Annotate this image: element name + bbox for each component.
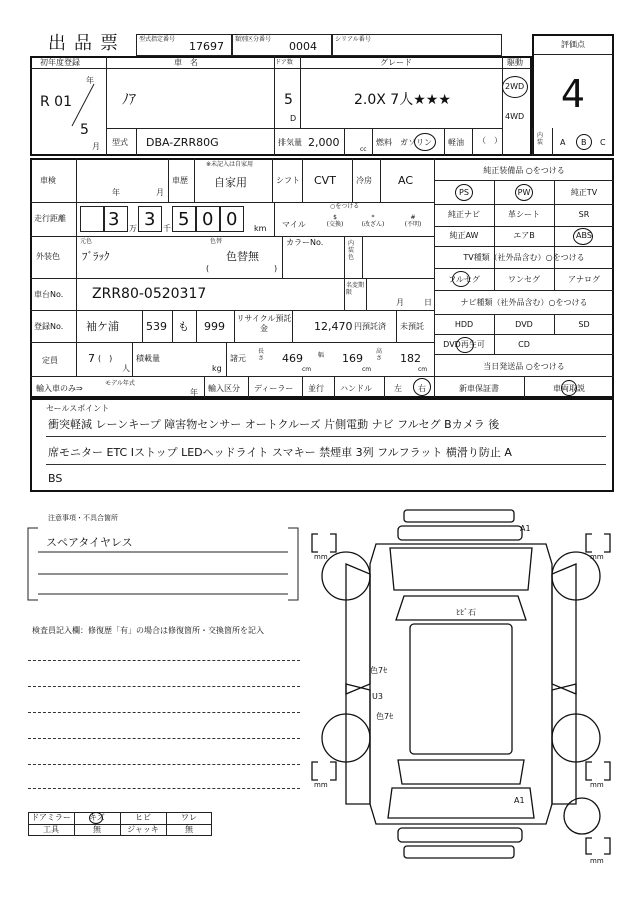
damage-a1-front: A1 bbox=[520, 524, 531, 533]
ext-color-label: 外装色 bbox=[36, 252, 60, 261]
nav-dvd: DVD bbox=[515, 320, 533, 329]
damage-iro7-2: 色7ｾ bbox=[376, 712, 394, 721]
model-year-label: モデル年式 bbox=[105, 380, 135, 387]
serial-box bbox=[332, 34, 502, 56]
nav-title: ナビ種類（社外品含む）○をつける bbox=[460, 298, 588, 307]
doors-label: ドア数 bbox=[275, 59, 293, 66]
displacement: 2,000 bbox=[308, 136, 340, 149]
pw-circle bbox=[515, 184, 533, 201]
reg-label: 登録No. bbox=[34, 322, 64, 331]
first-reg-month: 5 bbox=[80, 122, 89, 138]
drive-4wd: 4WD bbox=[505, 112, 525, 121]
class-no: 0004 bbox=[289, 40, 317, 53]
notes-label: 注意事項・不具合箇所 bbox=[48, 514, 118, 522]
equip-title: 純正装備品 ○をつける bbox=[483, 166, 565, 175]
shaken-label: 車検 bbox=[40, 176, 56, 185]
wid-label: 幅 bbox=[318, 352, 325, 359]
kizu-circle bbox=[89, 812, 103, 824]
equip-leather: 革シート bbox=[508, 210, 540, 219]
cap-unit: 人 bbox=[122, 364, 130, 373]
nav-dvd-playable: DVD再生可 bbox=[443, 340, 485, 349]
dealer: ディーラー bbox=[254, 384, 294, 393]
recycle: 12,470 bbox=[314, 320, 353, 333]
mm-spare: mm bbox=[590, 857, 604, 865]
reg-number: 999 bbox=[204, 320, 225, 333]
tools-value: 無 bbox=[93, 825, 101, 834]
interior-b: B bbox=[581, 138, 587, 147]
mile-label: マイル bbox=[282, 220, 306, 229]
damage-iro7-1: 色7ｾ bbox=[370, 666, 388, 675]
cm-unit-2: cm bbox=[362, 366, 372, 373]
capacity: 7 bbox=[88, 352, 95, 365]
equip-navi: 純正ナビ bbox=[448, 210, 480, 219]
model-no-label: 型式指定番号 bbox=[139, 36, 176, 43]
nav-sd: SD bbox=[578, 320, 590, 329]
hgt-label: 高さ bbox=[376, 348, 383, 362]
car-name-label: 車 名 bbox=[174, 58, 198, 67]
class-no-label: 類別区分番号 bbox=[235, 36, 272, 43]
handle-right: 右 bbox=[418, 384, 426, 393]
notes-bracket bbox=[26, 518, 302, 608]
reg-kana: も bbox=[178, 320, 189, 333]
dims-label: 諸元 bbox=[230, 354, 246, 363]
reg-area: 袖ケ浦 bbox=[86, 320, 119, 333]
damage-a1-rear: A1 bbox=[514, 796, 525, 805]
mirror-kizu: キズ bbox=[89, 813, 105, 822]
fuel-label: 燃料 bbox=[376, 138, 392, 147]
handle-left: 左 bbox=[394, 384, 402, 393]
width: 169 bbox=[342, 352, 363, 365]
interior-a: A bbox=[560, 138, 566, 147]
drive-label: 駆動 bbox=[507, 58, 523, 67]
sales-line-2: 席モニター ETC Iストップ LEDヘッドライト スマキー 禁煙車 3列 フルフラット 横滑り防止 A bbox=[48, 446, 512, 459]
chassis-label: 車台No. bbox=[34, 290, 64, 299]
inspector-label: 検査員記入欄：修復歴「有」の場合は修復箇所・交換箇所を記入 bbox=[32, 626, 264, 635]
mm-rr: mm bbox=[590, 781, 604, 789]
mile-circle-note: ○をつける bbox=[330, 203, 360, 210]
jack-label: ジャッキ bbox=[127, 825, 159, 834]
cm-unit-1: cm bbox=[302, 366, 312, 373]
nav-hdd: HDD bbox=[454, 320, 474, 329]
mirror-hibi: ヒビ bbox=[135, 813, 151, 822]
meigi-day-unit: 日 bbox=[424, 298, 432, 307]
history: 自家用 bbox=[214, 176, 247, 189]
doors-sub: D bbox=[290, 114, 297, 123]
tv-oneseg: ワンセグ bbox=[508, 275, 540, 284]
mile-d1: 3 bbox=[108, 209, 120, 230]
ship-manual: 車両取説 bbox=[553, 384, 585, 393]
shift: CVT bbox=[314, 174, 336, 187]
history-label: 車歴 bbox=[172, 176, 188, 185]
drive-2wd: 2WD bbox=[505, 82, 525, 91]
load-label: 積載量 bbox=[136, 354, 160, 363]
orig-color: ﾌﾞﾗｯｸ bbox=[82, 250, 110, 263]
mirror-ware: ワレ bbox=[181, 813, 197, 822]
tools-label: 工具 bbox=[43, 825, 59, 834]
load-unit: kg bbox=[212, 364, 222, 373]
tv-analog: アナログ bbox=[568, 275, 600, 284]
disp-unit: cc bbox=[360, 146, 367, 153]
equip-pw: PW bbox=[517, 188, 531, 197]
history-note: ※未記入は自家用 bbox=[206, 161, 254, 168]
mm-rl: mm bbox=[314, 781, 328, 789]
class-no-box bbox=[232, 34, 332, 56]
man-unit: 万 bbox=[129, 224, 137, 233]
orig-color-label: 元色 bbox=[80, 238, 93, 245]
mile-d2: 3 bbox=[144, 209, 156, 230]
damage-u3: U3 bbox=[372, 692, 383, 701]
handle-label: ハンドル bbox=[340, 384, 372, 393]
type-label: 型式 bbox=[112, 138, 128, 147]
form-title: 出品票 bbox=[48, 33, 126, 54]
dvd-play-circle bbox=[456, 337, 474, 353]
equip-airbag: エアB bbox=[513, 231, 535, 240]
meigi-label: 名変期限 bbox=[346, 282, 365, 296]
score-label: 評価点 bbox=[561, 40, 585, 49]
meigi-month-unit: 月 bbox=[396, 298, 404, 307]
repaint-label: 色替 bbox=[210, 238, 223, 245]
ps-circle bbox=[455, 184, 473, 201]
shift-label: シフト bbox=[276, 176, 300, 185]
first-reg-era: R 01 bbox=[40, 94, 72, 110]
month-unit: 月 bbox=[92, 142, 100, 151]
disp-label: 排気量 bbox=[278, 138, 302, 147]
len-label: 長さ bbox=[258, 348, 265, 362]
car-diagram bbox=[300, 504, 630, 884]
interior-label: 内装 bbox=[537, 132, 544, 146]
cm-unit-3: cm bbox=[418, 366, 428, 373]
ac-label: 冷房 bbox=[356, 176, 372, 185]
equip-abs: ABS bbox=[576, 231, 592, 240]
doors: 5 bbox=[284, 92, 293, 108]
parallel: 並行 bbox=[308, 384, 324, 393]
sales-line-3: BS bbox=[48, 472, 63, 485]
mile-d4: 0 bbox=[202, 209, 214, 230]
fuel-diesel: 軽油 bbox=[448, 138, 464, 147]
capacity-label: 定員 bbox=[42, 356, 58, 365]
equip-ps: PS bbox=[459, 188, 469, 197]
manual-circle bbox=[561, 380, 577, 396]
swap-label: $ (交換) bbox=[326, 214, 344, 228]
mileage-label: 走行距離 bbox=[34, 214, 66, 223]
equip-aw: 純正AW bbox=[449, 231, 479, 240]
tv-title: TV種類（社外品含む）○をつける bbox=[463, 253, 585, 262]
repaint: 色替無 bbox=[226, 250, 259, 263]
km-unit: km bbox=[254, 224, 267, 233]
ship-title: 当日発送品 ○をつける bbox=[483, 362, 565, 371]
tv-fullseg: フルセグ bbox=[448, 275, 480, 284]
type: DBA-ZRR80G bbox=[146, 136, 219, 149]
recycle-no: 未預託 bbox=[400, 322, 424, 331]
color-no-label: カラーNo. bbox=[286, 238, 324, 247]
notes-text: スペアタイヤレス bbox=[46, 536, 133, 549]
mile-d5: 0 bbox=[226, 209, 238, 230]
mirror-label: ドアミラー bbox=[31, 813, 71, 822]
equip-tv: 純正TV bbox=[570, 188, 598, 197]
length: 469 bbox=[282, 352, 303, 365]
model-no-box bbox=[136, 34, 232, 56]
height: 182 bbox=[400, 352, 421, 365]
interior-b-circle bbox=[576, 134, 592, 150]
chassis: ZRR80-0520317 bbox=[92, 286, 207, 302]
int-color-label: 内装色 bbox=[348, 240, 355, 261]
unknown-label: # (不明) bbox=[404, 214, 422, 228]
year-unit: 年 bbox=[86, 76, 94, 85]
kai-label: * (改ざん) bbox=[361, 214, 385, 228]
ac: AC bbox=[398, 174, 414, 187]
damage-hibi: ﾋﾋﾞ石 bbox=[456, 608, 476, 617]
import-div-label: 輸入区分 bbox=[208, 384, 240, 393]
mm-fl: mm bbox=[314, 553, 328, 561]
sales-label: セールスポイント bbox=[46, 404, 110, 413]
serial-label: シリアル番号 bbox=[335, 36, 371, 43]
sales-box bbox=[30, 398, 614, 492]
grade-label: グレード bbox=[380, 58, 412, 67]
first-reg-label: 初年度登録 bbox=[40, 58, 80, 67]
recycle-label: リサイクル預託金 bbox=[236, 314, 292, 333]
grade: 2.0X 7人★★★ bbox=[354, 92, 451, 108]
fuel-circle bbox=[414, 133, 436, 151]
model-year-unit: 年 bbox=[190, 388, 198, 397]
mm-fr: mm bbox=[590, 553, 604, 561]
car-name: ﾉｱ bbox=[122, 92, 136, 108]
shaken-month-unit: 月 bbox=[156, 188, 164, 197]
abs-circle bbox=[573, 228, 593, 245]
nav-cd: CD bbox=[518, 340, 530, 349]
fuel-gasoline: ガソリン bbox=[400, 138, 432, 147]
model-no: 17697 bbox=[189, 40, 224, 53]
score-value: 4 bbox=[560, 72, 586, 116]
reg-class: 539 bbox=[146, 320, 167, 333]
fullseg-circle bbox=[452, 271, 470, 287]
sen-unit: 千 bbox=[163, 224, 171, 233]
recycle-unit: 円預託済 bbox=[354, 322, 386, 331]
import-label: 輸入車のみ⇒ bbox=[36, 384, 83, 393]
sales-line-1: 衝突軽減 レーンキープ 障害物センサー オートクルーズ 片側電動 ナビ フルセグ Bカメラ 後 bbox=[48, 418, 500, 431]
interior-c: C bbox=[600, 138, 606, 147]
shaken-year-unit: 年 bbox=[112, 188, 120, 197]
ship-warranty: 新車保証書 bbox=[459, 384, 499, 393]
equip-sr: SR bbox=[578, 210, 590, 219]
jack-value: 無 bbox=[185, 825, 193, 834]
mile-d3: 5 bbox=[178, 209, 190, 230]
